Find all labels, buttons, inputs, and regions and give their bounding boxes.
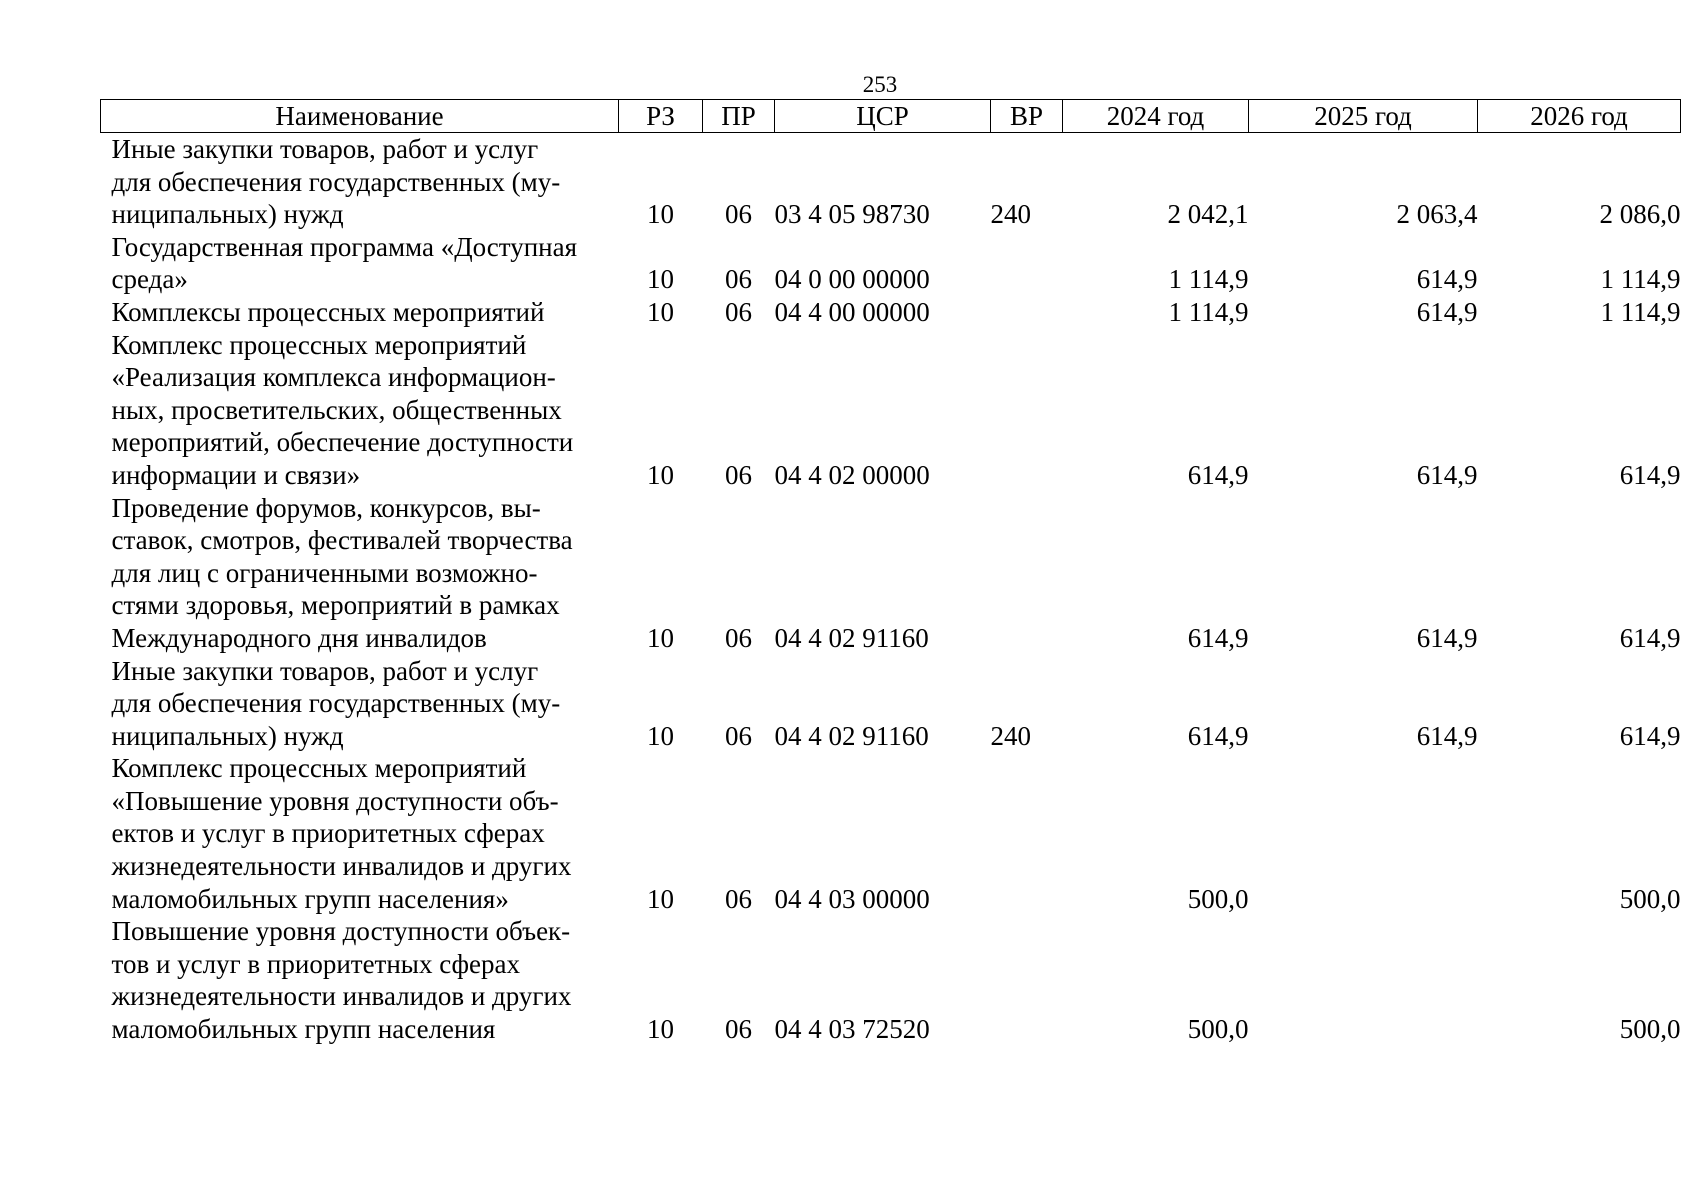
name-line: Иные закупки товаров, работ и услуг	[111, 134, 539, 164]
name-line: «Реализация комплекса информацион-	[111, 362, 556, 393]
cell-2026: 1 114,9	[1600, 264, 1681, 295]
cell-2026: 2 086,0	[1599, 199, 1681, 230]
cell-2024: 500,0	[1187, 1014, 1249, 1045]
cell-name	[101, 329, 619, 492]
cell-2026: 614,9	[1619, 459, 1681, 490]
table-row	[101, 915, 1681, 1045]
name-line: ниципальных) нужд	[111, 199, 344, 230]
table-row	[101, 492, 1681, 655]
name-line: Комплекс процессных мероприятий	[111, 753, 527, 784]
cell-2024: 500,0	[1187, 883, 1249, 914]
cell-name	[101, 915, 619, 1045]
cell-vr	[991, 492, 1063, 655]
cell-rz: 10	[647, 296, 674, 327]
name-line: маломобильных групп населения	[111, 1014, 496, 1045]
header-pr: ПР	[703, 100, 775, 133]
cell-vr: 240	[990, 199, 1031, 230]
name-line: Проведение форумов, конкурсов, вы-	[111, 492, 541, 523]
cell-rz: 10	[647, 883, 674, 914]
cell-vr	[991, 752, 1063, 915]
cell-2025: 614,9	[1416, 296, 1478, 327]
name-line: для обеспечения государственных (му-	[111, 688, 561, 719]
cell-vr	[991, 231, 1063, 296]
page-number: 253	[862, 72, 898, 97]
header-name: Наименование	[101, 100, 619, 133]
cell-vr: 240	[990, 720, 1031, 751]
name-line: маломобильных групп населения»	[111, 883, 509, 914]
cell-vr	[991, 296, 1063, 329]
cell-pr: 06	[725, 296, 752, 327]
cell-2024: 2 042,1	[1167, 199, 1249, 230]
cell-csr: 04 4 02 91160	[774, 622, 929, 653]
cell-name	[101, 296, 619, 329]
cell-csr: 04 4 02 91160	[774, 720, 929, 751]
name-line: ниципальных) нужд	[111, 720, 344, 751]
cell-csr: 04 4 03 00000	[774, 883, 930, 914]
cell-rz: 10	[647, 622, 674, 653]
table-row	[101, 133, 1681, 231]
name-line: жизнедеятельности инвалидов и других	[111, 851, 572, 882]
cell-2025: 614,9	[1416, 264, 1478, 295]
cell-rz: 10	[647, 459, 674, 490]
cell-rz: 10	[647, 199, 674, 230]
header-rz: РЗ	[619, 100, 703, 133]
name-line: Комплекс процессных мероприятий	[111, 329, 527, 360]
cell-2024: 1 114,9	[1168, 296, 1249, 327]
header-vr: ВР	[991, 100, 1063, 133]
cell-2025: 614,9	[1416, 459, 1478, 490]
cell-csr: 04 4 03 72520	[774, 1014, 930, 1045]
cell-vr	[991, 915, 1063, 1045]
cell-pr: 06	[725, 720, 752, 751]
cell-csr: 04 0 00 00000	[774, 264, 930, 295]
name-line: среда»	[111, 264, 188, 295]
cell-name	[101, 133, 619, 231]
cell-rz: 10	[647, 1014, 674, 1045]
name-line: «Повышение уровня доступности объ-	[111, 785, 559, 816]
cell-name	[101, 752, 619, 915]
table-row	[101, 231, 1681, 296]
cell-name	[101, 492, 619, 655]
name-line: Государственная программа «Доступная	[111, 231, 578, 262]
cell-2025	[1249, 752, 1478, 915]
cell-csr: 04 4 02 00000	[774, 459, 930, 490]
cell-name	[101, 655, 619, 753]
cell-2024: 614,9	[1187, 622, 1249, 653]
budget-table	[100, 99, 1681, 1046]
table-row	[101, 296, 1681, 329]
table-row	[101, 752, 1681, 915]
cell-pr: 06	[725, 199, 752, 230]
name-line: Повышение уровня доступности объек-	[111, 916, 571, 947]
cell-pr: 06	[725, 264, 752, 295]
table-row	[101, 655, 1681, 753]
header-2026: 2026 год	[1478, 100, 1681, 133]
cell-csr: 04 4 00 00000	[774, 296, 930, 327]
name-line: ектов и услуг в приоритетных сферах	[111, 818, 545, 849]
budget-sheet	[100, 99, 1680, 1046]
cell-pr: 06	[725, 883, 752, 914]
cell-2024: 614,9	[1187, 459, 1249, 490]
cell-pr: 06	[725, 622, 752, 653]
cell-rz: 10	[647, 720, 674, 751]
cell-name	[101, 231, 619, 296]
cell-2025	[1249, 915, 1478, 1045]
cell-2026: 1 114,9	[1600, 296, 1681, 327]
cell-rz: 10	[647, 264, 674, 295]
name-line: для лиц с ограниченными возможно-	[111, 557, 538, 588]
table-row	[101, 329, 1681, 492]
cell-2026: 614,9	[1619, 622, 1681, 653]
name-line: ных, просветительских, общественных	[111, 394, 562, 425]
header-2025: 2025 год	[1249, 100, 1478, 133]
name-line: для обеспечения государственных (му-	[111, 166, 561, 197]
name-line: мероприятий, обеспечение доступности	[111, 427, 574, 458]
name-line: Комплексы процессных мероприятий	[111, 296, 545, 327]
name-line: информации и связи»	[111, 459, 361, 490]
cell-2025: 614,9	[1416, 720, 1478, 751]
cell-2026: 500,0	[1619, 883, 1681, 914]
name-line: жизнедеятельности инвалидов и других	[111, 981, 572, 1012]
table-body	[101, 133, 1681, 1046]
name-line: Международного дня инвалидов	[111, 622, 487, 653]
cell-2025: 2 063,4	[1396, 199, 1478, 230]
table-header	[101, 100, 1681, 133]
name-line: ставок, смотров, фестивалей творчества	[111, 525, 573, 556]
cell-2024: 614,9	[1187, 720, 1249, 751]
name-line: стями здоровья, мероприятий в рамках	[111, 590, 560, 621]
cell-pr: 06	[725, 459, 752, 490]
cell-2024: 1 114,9	[1168, 264, 1249, 295]
name-line: Иные закупки товаров, работ и услуг	[111, 655, 539, 686]
header-2024: 2024 год	[1063, 100, 1249, 133]
cell-2026: 614,9	[1619, 720, 1681, 751]
cell-csr: 03 4 05 98730	[774, 199, 930, 230]
cell-pr: 06	[725, 1014, 752, 1045]
cell-vr	[991, 329, 1063, 492]
cell-2025: 614,9	[1416, 622, 1478, 653]
name-line: тов и услуг в приоритетных сферах	[111, 948, 520, 979]
cell-2026: 500,0	[1619, 1014, 1681, 1045]
header-csr: ЦСР	[775, 100, 991, 133]
